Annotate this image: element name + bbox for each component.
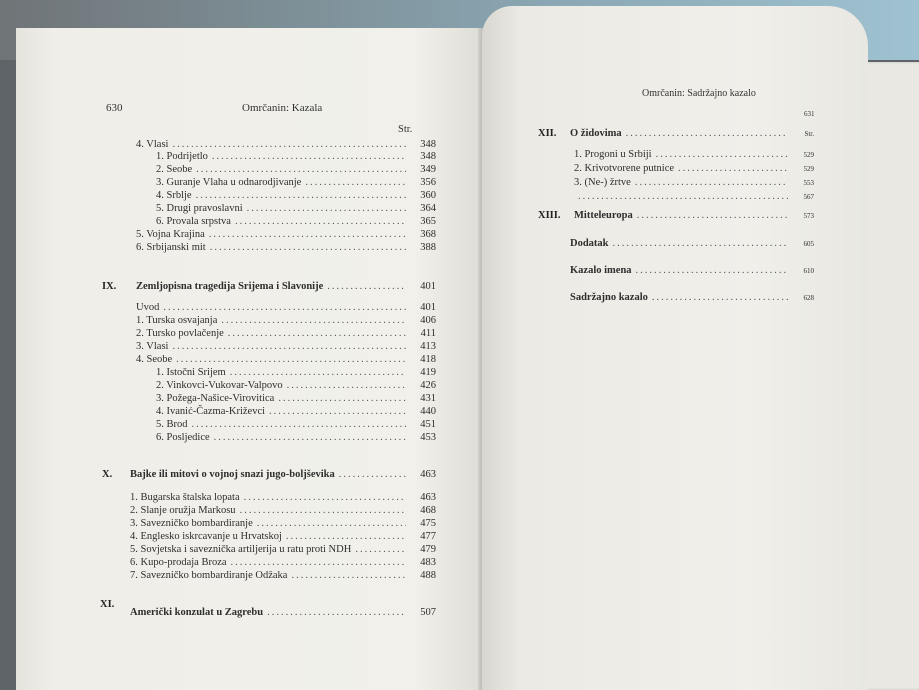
section-heading: Američki konzulat u Zagrebu ..... 507 <box>130 607 436 618</box>
toc-entry: 2. Krivotvorene putnice ..... 529 <box>574 163 814 174</box>
toc-entry: 1. Istočni Srijem ..... 419 <box>156 367 436 378</box>
left-page-number: 630 <box>106 102 123 114</box>
toc-entry: 5. Brod ..... 451 <box>156 419 436 430</box>
toc-entry: 2. Seobe ..... 349 <box>156 164 436 175</box>
toc-entry: 4. Seobe ..... 418 <box>136 354 436 365</box>
left-running-head: Omrčanin: Kazala <box>242 102 323 114</box>
right-page-number: 631 <box>804 110 815 118</box>
toc-entry: 3. Guranje Vlaha u odnarodjivanje ..... 356 <box>156 177 436 188</box>
toc-entry: 5. Vojna Krajina ..... 368 <box>136 229 436 240</box>
section-numeral: IX. <box>102 281 117 292</box>
toc-entry: 1. Turska osvajanja ..... 406 <box>136 315 436 326</box>
toc-entry: 3. (Ne-) žrtve ..... 553 <box>574 177 814 188</box>
section-heading: Kazalo imena ..... 610 <box>570 265 814 276</box>
section-heading: Mitteleuropa ..... 573 <box>574 210 814 221</box>
section-heading: Zemljopisna tragedija Srijema i Slavonije ..... 401 <box>136 281 436 292</box>
toc-entry: 4. Englesko iskrcavanje u Hrvatskoj ..... 477 <box>130 531 436 542</box>
toc-entry: 5. Drugi pravoslavni ..... 364 <box>156 203 436 214</box>
toc-entry: 7. Savezničko bombardiranje Odžaka ..... 488 <box>130 570 436 581</box>
section-numeral: X. <box>102 469 113 480</box>
right-page <box>482 6 868 690</box>
toc-entry: 6. Kupo-prodaja Broza ..... 483 <box>130 557 436 568</box>
toc-entry: 3. Savezničko bombardiranje ..... 475 <box>130 518 436 529</box>
toc-entry: 4. Vlasi ..... 348 <box>136 139 436 150</box>
toc-entry: 4. Srblje ..... 360 <box>156 190 436 201</box>
toc-entry: ..... 567 <box>574 191 814 202</box>
toc-entry: 3. Vlasi ..... 413 <box>136 341 436 352</box>
toc-entry: Uvod ..... 401 <box>136 302 436 313</box>
toc-entry: 1. Progoni u Srbiji ..... 529 <box>574 149 814 160</box>
section-numeral: XIII. <box>538 210 561 221</box>
toc-entry: 2. Vinkovci-Vukovar-Valpovo ..... 426 <box>156 380 436 391</box>
toc-entry: 2. Slanje oružja Markosu ..... 468 <box>130 505 436 516</box>
section-numeral: XI. <box>100 599 115 610</box>
section-heading: Sadržajno kazalo ..... 628 <box>570 292 814 303</box>
toc-entry: 6. Srbijanski mit ..... 388 <box>136 242 436 253</box>
toc-entry: 4. Ivanić-Čazma-Križevci ..... 440 <box>156 406 436 417</box>
left-page <box>16 28 486 690</box>
toc-entry: 1. Bugarska štalska lopata ..... 463 <box>130 492 436 503</box>
section-heading: O židovima ..... Str. <box>570 128 814 139</box>
toc-entry: 2. Tursko povlačenje ..... 411 <box>136 328 436 339</box>
section-numeral: XII. <box>538 128 557 139</box>
left-col-label: Str. <box>398 124 413 135</box>
section-heading: Dodatak ..... 605 <box>570 238 814 249</box>
toc-entry: 3. Požega-Našice-Virovitica ..... 431 <box>156 393 436 404</box>
right-running-head: Omrčanin: Sadržajno kazalo <box>642 88 756 99</box>
toc-entry: 6. Provala srpstva ..... 365 <box>156 216 436 227</box>
section-heading: Bajke ili mitovi o vojnoj snazi jugo-boljševika ..... 463 <box>130 469 436 480</box>
toc-entry: 5. Sovjetska i saveznička artiljerija u ratu proti NDH ..... 479 <box>130 544 436 555</box>
toc-entry: 6. Posljedice ..... 453 <box>156 432 436 443</box>
toc-entry: 1. Podrijetlo ..... 348 <box>156 151 436 162</box>
